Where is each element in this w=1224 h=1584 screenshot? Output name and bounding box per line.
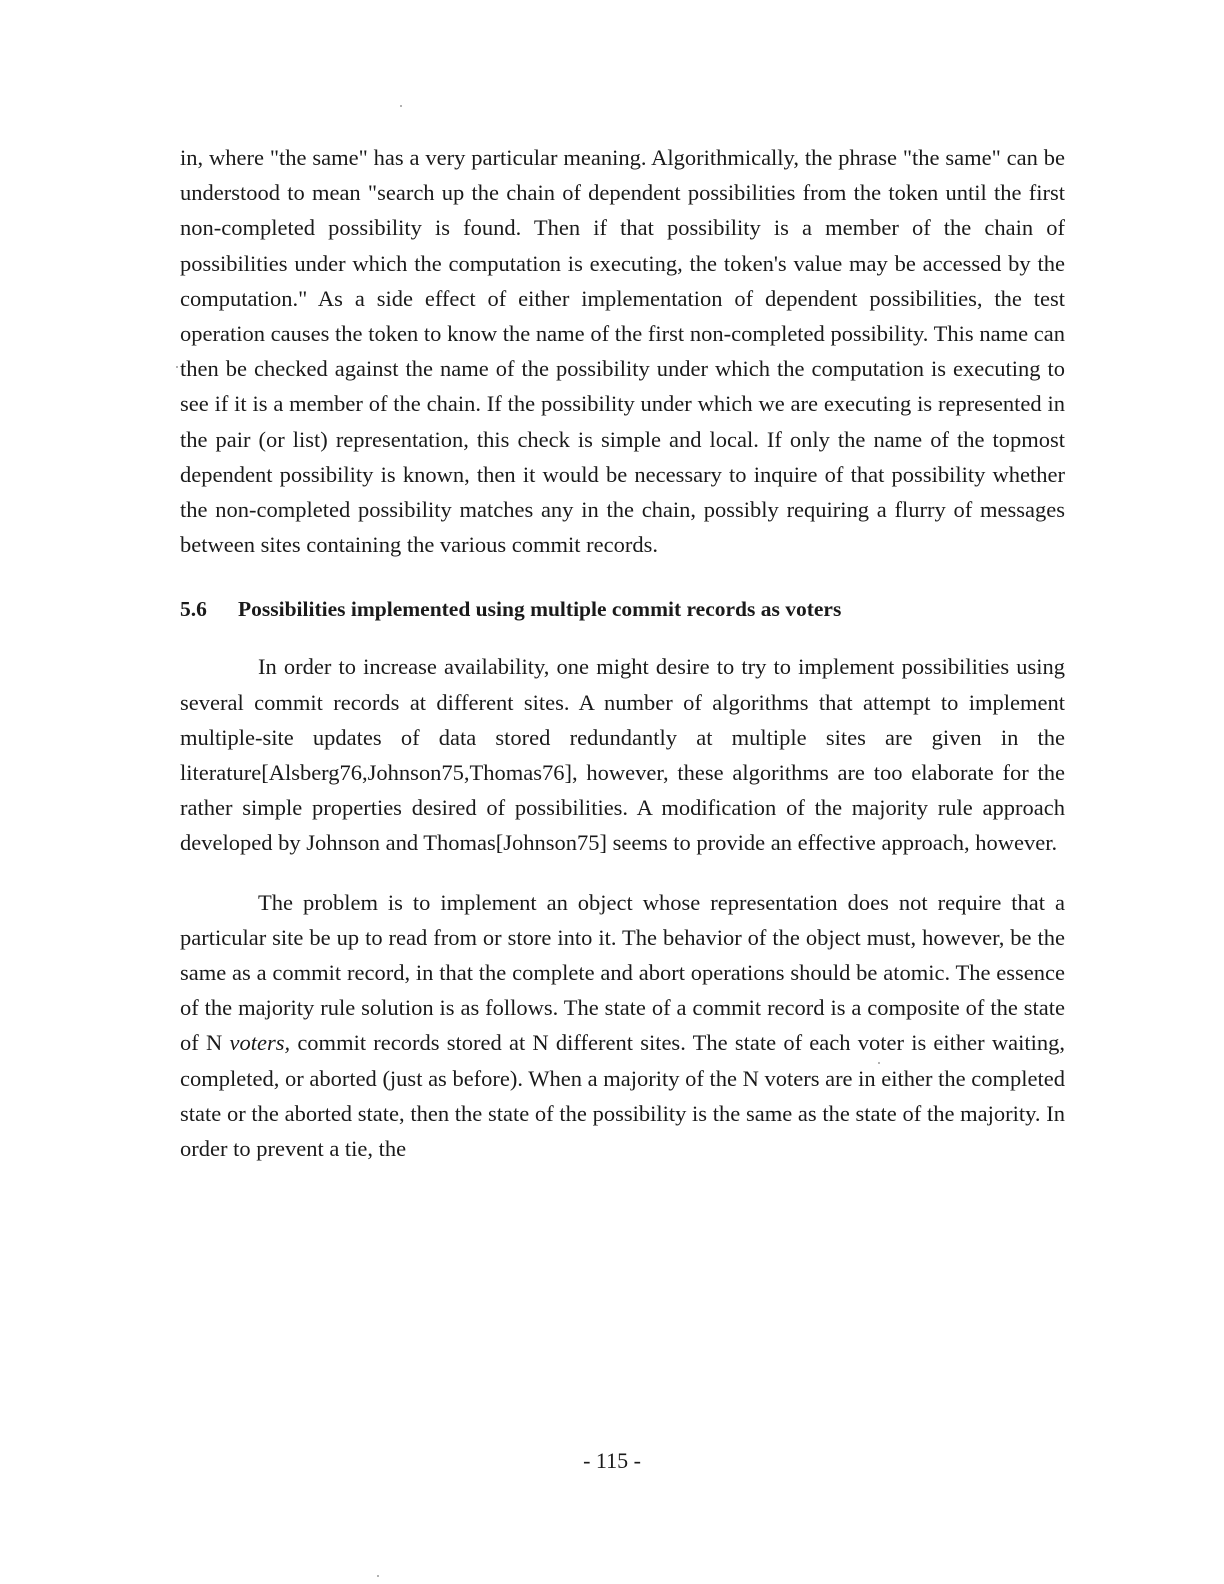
paragraph-majority-rule [180,885,1065,1167]
paragraph-majority-rule-part1: The problem is to implement an object whose representation does not require that a particular site be up to read from or store into it. The behavior of the object must, however, be the same as a commit record, in that the complete and abort operations should be atomic. The essence of the majority rule solution is as follows. The state of a commit record is a composite of the state of N [180,889,1065,1056]
section-heading [180,592,1065,627]
page-number: - 115 - [583,1448,641,1473]
italic-term-voters: voters, [229,1030,291,1056]
scan-speck [377,1575,379,1577]
scan-speck [878,1062,880,1064]
section-title: Possibilities implemented using multiple commit records as voters [238,597,842,622]
section-number: 5.6 [180,597,207,622]
scan-speck [176,366,178,368]
paragraph-availability: In order to increase availability, one might desire to try to implement possibilities using several commit records at different sites. A number of algorithms that attempt to implement multiple-site updates of data stored redundantly at multiple sites are given in the literature[Alsberg76,Johnson75,Thomas76], however, these algorithms are too elaborate for the rather simple properties desired of possibilities. A modification of the majority rule approach developed by Johnson and Thomas[Johnson75] seems to provide an effective approach, however. [180,654,1065,856]
scan-speck [400,105,402,107]
paragraph-dependent-possibilities: in, where "the same" has a very particular meaning. Algorithmically, the phrase "the same" can be understood to mean "search up the chain of dependent possibilities from the token until the first non-completed possibility is found. Then if that possibility is a member of the chain of possibilities under which the computation is executing, the token's value may be accessed by the computation." As a side effect of either implementation of dependent possibilities, the test operation causes the token to know the name of the first non-completed possibility. This name can then be checked against the name of the possibility under which the computation is executing to see if it is a member of the chain. If the possibility under which we are executing is represented in the pair (or list) representation, this check is simple and local. If only the name of the topmost dependent possibility is known, then it would be necessary to inquire of that possibility whether the non-completed possibility matches any in the chain, possibly requiring a flurry of messages between sites containing the various commit records. [180,145,1065,558]
page-body [180,140,1065,1166]
paragraph-majority-rule-part2: commit records stored at N different sites. The state of each voter is either waiting, completed, or aborted (just as before). When a majority of the N voters are in either the completed state or the aborted state, then the state of the possibility is the same as the state of the majority. In order to prevent a tie, the [180,1030,1065,1162]
